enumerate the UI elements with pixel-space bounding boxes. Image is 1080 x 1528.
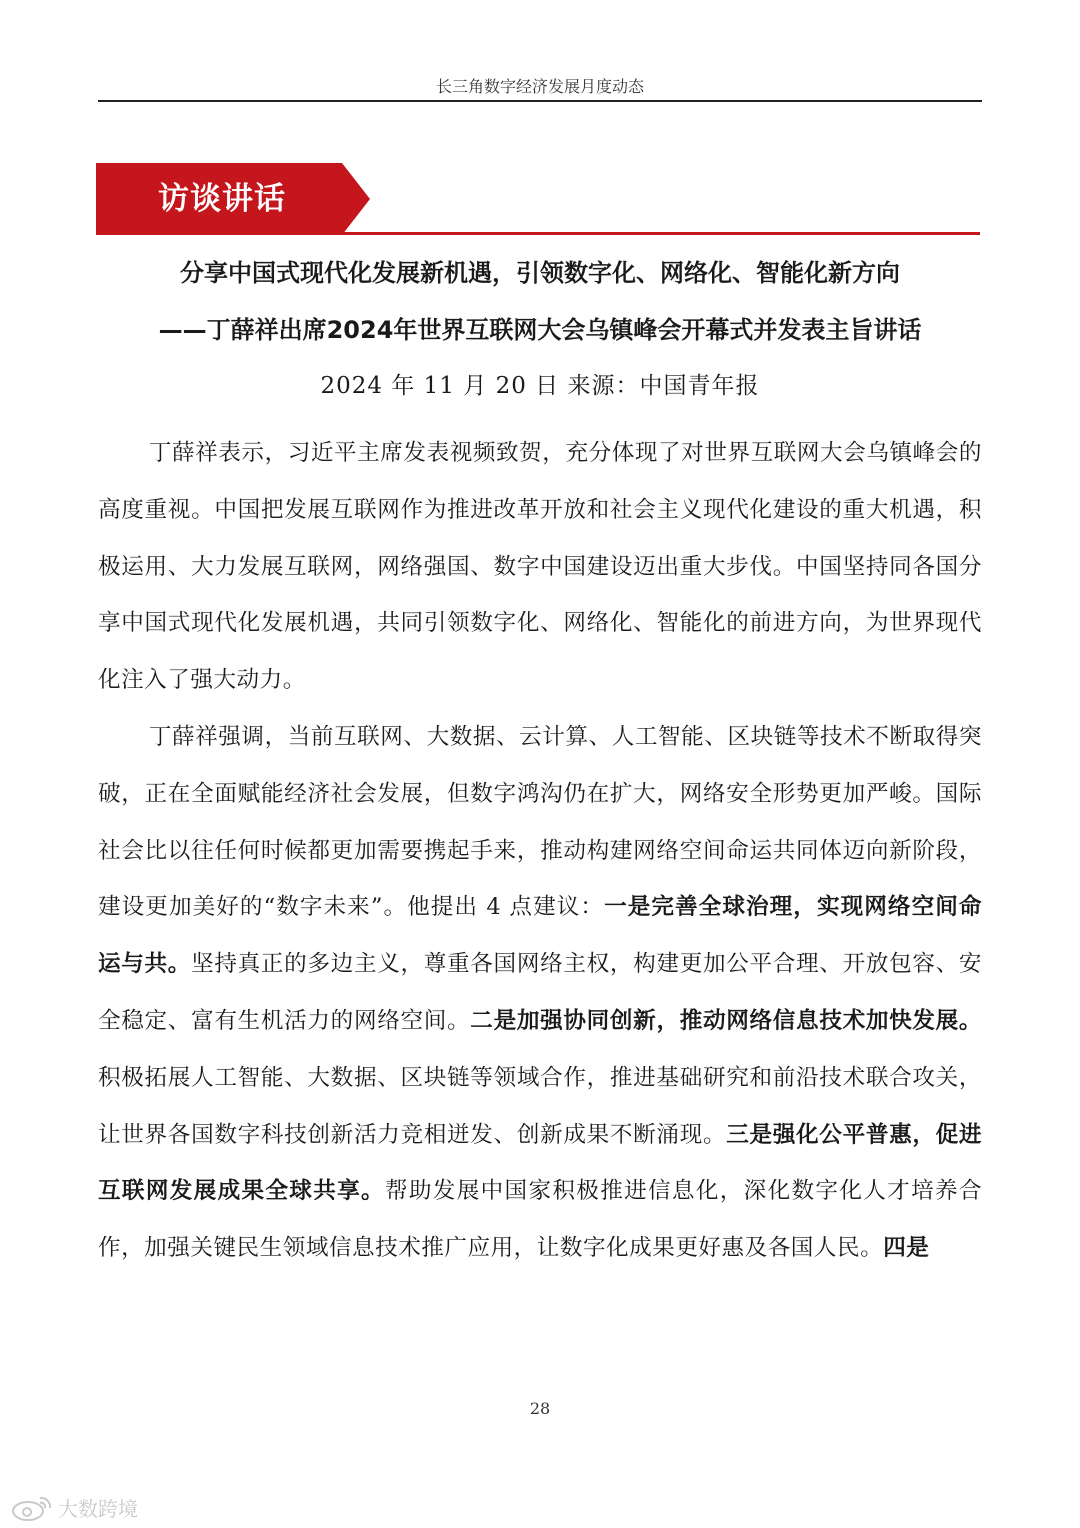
point-2-text: 积极拓展人工智能、大数据、区块链等领域合作，推进基础研究和前沿技术联合攻关，让世界各国数字科技创新活力竞相迸发、创新成果不断涌现。 <box>98 1064 982 1148</box>
point-3-heading: 三是强化公平普惠，促进互联网发展成果全球共享。 <box>98 1121 983 1205</box>
section-divider <box>96 232 980 235</box>
article-dateline: 2024 年 11 月 20 日 来源：中国青年报 <box>320 373 760 399</box>
article-subtitle: ——丁薛祥出席2024年世界互联网大会乌镇峰会开幕式并发表主旨讲话 <box>158 316 922 344</box>
point-1-text: 坚持真正的多边主义，尊重各国网络主权，构建更加公平合理、开放包容、安全稳定、富有生机活力的网络空间。 <box>98 951 983 1034</box>
point-2-heading: 二是加强协同创新，推动网络信息技术加快发展。 <box>470 1007 983 1034</box>
paragraph-2 <box>98 709 982 1277</box>
watermark-text: 大数跨境 <box>58 1496 138 1521</box>
article-title: 分享中国式现代化发展新机遇，引领数字化、网络化、智能化新方向 <box>180 259 900 287</box>
weibo-logo-icon <box>10 1492 54 1522</box>
point-3-text: 帮助发展中国家积极推进信息化，深化数字化人才培养合作，加强关键民生领域信息技术推广应用，让数字化成果更好惠及各国人民。 <box>98 1178 982 1262</box>
section-banner <box>96 163 370 235</box>
paragraph-2-intro: 丁薛祥强调，当前互联网、大数据、云计算、人工智能、区块链等技术不断取得突破，正在全面赋能经济社会发展，但数字鸿沟仍在扩大，网络安全形势更加严峻。国际社会比以往任何时候都更加需要携起手来，推动构建网络空间命运共同体迈向新阶段，建设更加美好的“数字未来”。他提出 4 点建议： <box>98 723 982 921</box>
header-divider <box>98 100 982 102</box>
page-number: 28 <box>529 1399 551 1418</box>
running-header: 长三角数字经济发展月度动态 <box>435 77 644 96</box>
paragraph-1: 丁薛祥表示，习近平主席发表视频致贺，充分体现了对世界互联网大会乌镇峰会的高度重视。中国把发展互联网作为推进改革开放和社会主义现代化建设的重大机遇，积极运用、大力发展互联网，网络强国、数字中国建设迈出重大步伐。中国坚持同各国分享中国式现代化发展机遇，共同引领数字化、网络化、智能化的前进方向，为世界现代化注入了强大动力。 <box>98 440 982 694</box>
section-title: 访谈讲话 <box>158 181 286 217</box>
watermark <box>10 1492 138 1522</box>
point-1-heading: 一是完善全球治理，实现网络空间命运与共。 <box>98 894 982 978</box>
article-body <box>98 425 982 1277</box>
point-4-heading: 四是 <box>883 1235 930 1262</box>
